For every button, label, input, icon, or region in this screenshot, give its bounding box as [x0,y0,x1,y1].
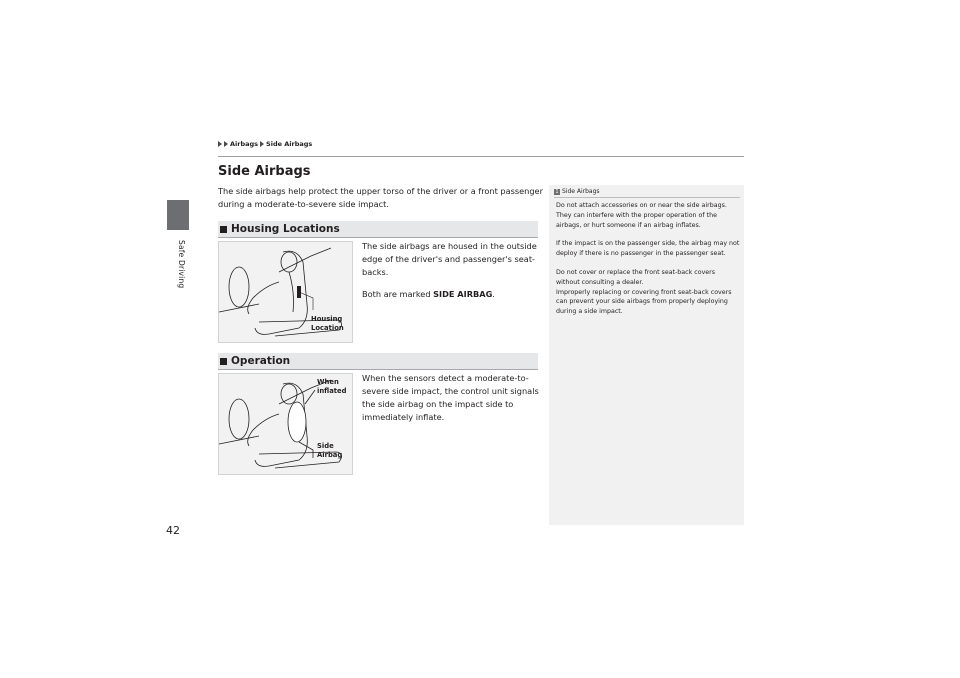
note-paragraph-3: Do not cover or replace the front seat-back covers without consulting a dealer. [556,268,716,286]
breadcrumb [218,140,312,148]
housing-label-line-1: Housing [311,315,343,323]
note-heading-text: Side Airbags [562,188,600,195]
breadcrumb-arrow-icon [260,141,264,147]
heading-square-icon [220,226,227,233]
marked-side-airbag: SIDE AIRBAG [433,289,493,299]
operation-figure [218,373,353,475]
side-airbag-label [317,442,342,459]
note-paragraph-4: Improperly replacing or covering front seat-back covers can prevent your side airbags from properly deploying during a side impact. [556,288,732,316]
page-title: Side Airbags [218,164,311,179]
side-label-line-1: Side [317,442,334,450]
housing-text [362,240,547,301]
operation-heading [218,353,538,370]
when-inflated-label [317,378,347,395]
page-number: 42 [166,524,180,537]
housing-description: The side airbags are housed in the outside edge of the driver's and passenger's seat-backs. [362,241,537,277]
marked-suffix: . [492,289,495,299]
note-body [556,201,740,317]
note-heading [554,188,600,195]
note-reference-icon: 1 [555,188,559,195]
side-label-line-2: Airbag [317,450,343,459]
breadcrumb-item-airbags[interactable]: Airbags [230,140,259,148]
operation-text: When the sensors detect a moderate-to-severe side impact, the control unit signals the side airbag on the impact side to immediately inflate. [362,373,539,422]
when-label-line-2: inflated [317,386,347,395]
housing-locations-heading [218,221,538,238]
note-paragraph-2: If the impact is on the passenger side, the airbag may not deploy if there is no passenger in the passenger seat. [556,240,740,258]
header-rule [218,156,744,157]
housing-location-figure [218,241,353,343]
housing-marked-line [362,288,547,301]
housing-label-line-2: Location [311,323,344,332]
breadcrumb-arrow-icon [224,141,228,147]
heading-square-icon [220,358,227,365]
section-tab-marker [167,200,189,230]
housing-heading-text: Housing Locations [231,223,340,235]
breadcrumb-arrow-icon [218,141,222,147]
breadcrumb-item-side-airbags[interactable]: Side Airbags [266,140,313,148]
section-side-label: Safe Driving [177,240,186,289]
intro-paragraph: The side airbags help protect the upper torso of the driver or a front passenger during a moderate-to-severe side impact. [218,186,543,209]
note-paragraph-1: Do not attach accessories on or near the side airbags. They can interfere with the proper operation of the airbags, or hurt someone if an airbag inflates. [556,202,727,229]
housing-location-label [311,315,344,332]
note-rule [554,197,740,198]
marked-prefix: Both are marked [362,289,434,299]
when-label-line-1: When [317,378,339,386]
operation-heading-text: Operation [231,355,291,367]
